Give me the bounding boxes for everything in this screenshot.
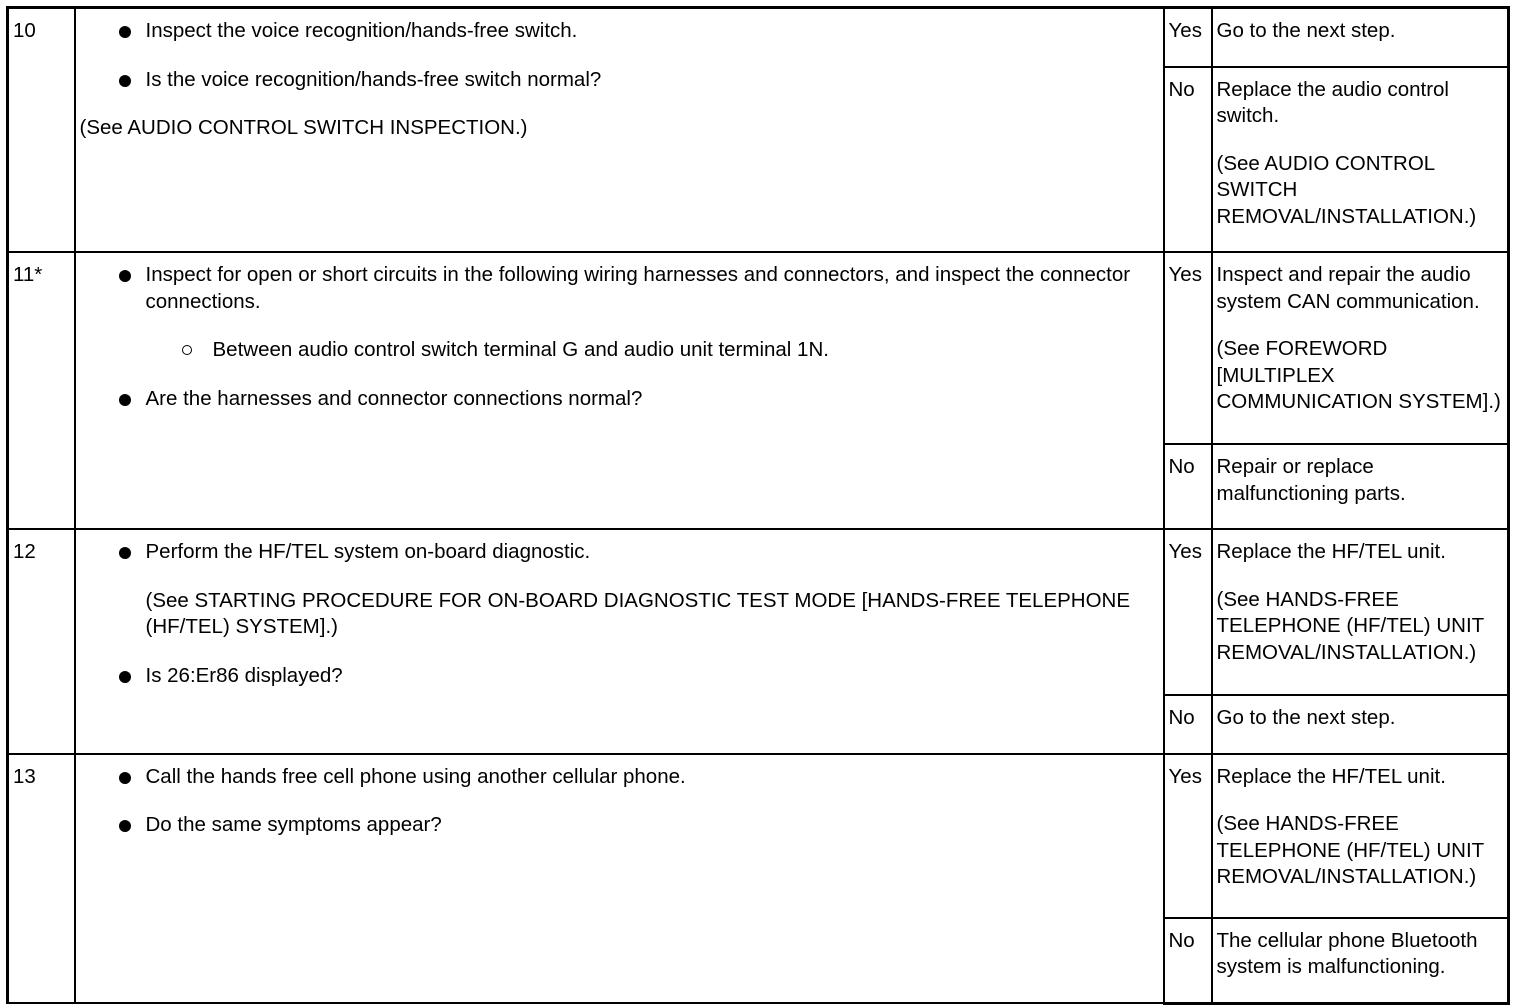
bullet-icon — [119, 671, 131, 683]
bullet-item — [80, 67, 1143, 94]
result-answer: Yes — [1164, 8, 1212, 67]
bullet-icon — [119, 394, 131, 406]
result-action — [1212, 754, 1509, 918]
result-action — [1212, 918, 1509, 1004]
bullet-icon — [119, 820, 131, 832]
bullet-item — [80, 386, 1143, 413]
table-row — [8, 252, 1509, 444]
action-text: Replace the audio control switch. — [1216, 77, 1449, 127]
bullet-icon — [119, 26, 131, 38]
bullet-text: Between audio control switch terminal G and audio unit terminal 1N. — [212, 338, 829, 361]
step-number: 11* — [8, 252, 75, 529]
result-action — [1212, 529, 1509, 695]
result-answer: Yes — [1164, 529, 1212, 695]
inspection-cell — [75, 8, 1164, 253]
action-text: Go to the next step. — [1216, 706, 1396, 729]
action-text: Inspect and repair the audio system CAN communication. — [1216, 263, 1480, 313]
action-text: (See AUDIO CONTROL SWITCH REMOVAL/INSTALLATION.) — [1216, 151, 1477, 228]
bullet-item — [80, 663, 1143, 690]
bullet-text: Inspect for open or short circuits in the following wiring harnesses and connectors, and inspect the connector connections. — [145, 263, 1131, 313]
result-answer: No — [1164, 444, 1212, 529]
action-text: (See HANDS-FREE TELEPHONE (HF/TEL) UNIT REMOVAL/INSTALLATION.) — [1216, 587, 1484, 664]
step-number: 13 — [8, 754, 75, 1004]
bullet-text: Perform the HF/TEL system on-board diagnostic. — [145, 540, 591, 563]
result-answer: No — [1164, 918, 1212, 1004]
result-answer: No — [1164, 695, 1212, 754]
bullet-text: Call the hands free cell phone using another cellular phone. — [145, 764, 686, 788]
action-text: (See HANDS-FREE TELEPHONE (HF/TEL) UNIT REMOVAL/INSTALLATION.) — [1216, 812, 1484, 888]
bullet-item — [80, 539, 1143, 566]
indented-reference: (See STARTING PROCEDURE FOR ON-BOARD DIAGNOSTIC TEST MODE [HANDS-FREE TELEPHONE (HF/TEL) SYSTEM].) — [145, 588, 1131, 638]
bullet-item — [80, 764, 1143, 791]
result-action — [1212, 695, 1509, 754]
result-action — [1212, 67, 1509, 253]
result-action — [1212, 444, 1509, 529]
sub-bullet-item — [80, 337, 1143, 364]
bullet-icon — [119, 772, 131, 784]
action-text: (See FOREWORD [MULTIPLEX COMMUNICATION SYSTEM].) — [1216, 337, 1501, 413]
bullet-text: Do the same symptoms appear? — [145, 813, 442, 836]
table-row — [8, 754, 1509, 918]
table-row — [8, 529, 1509, 695]
action-text: The cellular phone Bluetooth system is malfunctioning. — [1216, 928, 1478, 978]
bullet-text: Inspect the voice recognition/hands-free switch. — [145, 19, 578, 42]
result-answer: Yes — [1164, 754, 1212, 918]
bullet-icon — [119, 75, 131, 87]
bullet-item — [80, 812, 1143, 839]
result-action — [1212, 252, 1509, 444]
table-row — [8, 8, 1509, 67]
step-number: 12 — [8, 529, 75, 754]
bullet-item — [80, 262, 1143, 315]
step-number: 10 — [8, 8, 75, 253]
bullet-text: Is the voice recognition/hands-free switch normal? — [145, 67, 602, 91]
inspection-cell — [75, 754, 1164, 1004]
diagnostic-table-body — [8, 8, 1509, 1004]
bullet-text: Are the harnesses and connector connections normal? — [145, 386, 643, 410]
action-text: Replace the HF/TEL unit. — [1216, 764, 1446, 788]
action-text: Repair or replace malfunctioning parts. — [1216, 455, 1406, 505]
diagnostic-table — [6, 6, 1510, 1005]
bullet-icon — [119, 270, 131, 282]
result-action — [1212, 8, 1509, 67]
bullet-text: Is 26:Er86 displayed? — [145, 663, 343, 687]
inspection-cell — [75, 529, 1164, 754]
action-text: Replace the HF/TEL unit. — [1216, 540, 1446, 563]
reference-note: (See AUDIO CONTROL SWITCH INSPECTION.) — [79, 116, 528, 139]
result-answer: Yes — [1164, 252, 1212, 444]
circle-bullet-icon — [182, 345, 192, 355]
result-answer: No — [1164, 67, 1212, 253]
inspection-cell — [75, 252, 1164, 529]
bullet-item — [80, 18, 1143, 45]
bullet-icon — [119, 547, 131, 559]
action-text: Go to the next step. — [1216, 19, 1396, 42]
